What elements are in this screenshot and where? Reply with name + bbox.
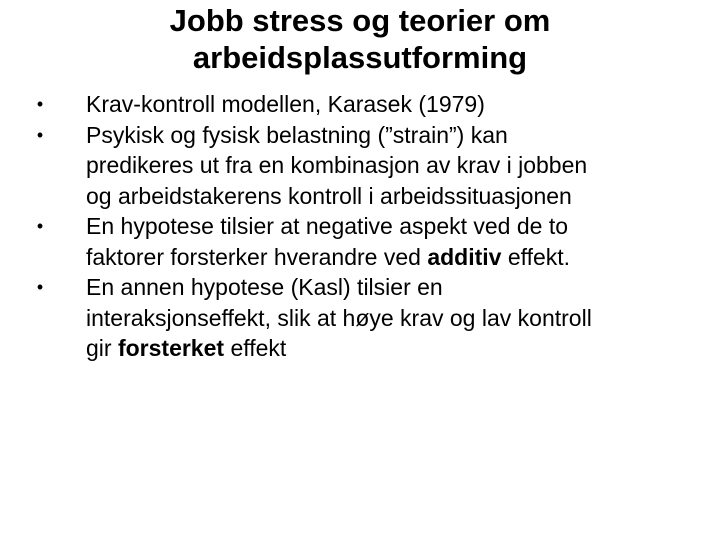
text-run: effekt: [224, 335, 287, 361]
bullet-dot-icon: •: [36, 277, 44, 297]
bullet-text: og arbeidstakerens kontroll i arbeidssituasjonen: [86, 182, 572, 209]
bullet-item-1: [0, 89, 720, 120]
bullet-text: predikeres ut fra en kombinasjon av krav i jobben: [86, 152, 588, 178]
bullet-dot-icon: •: [36, 216, 44, 236]
bullet-text: interaksjonseffekt, slik at høye krav og lav kontroll: [86, 304, 592, 331]
bullet-item-2: [0, 120, 720, 212]
bullet-text: Krav-kontroll modellen, Karasek (1979): [86, 91, 485, 117]
bullet-dot-icon: •: [36, 124, 44, 145]
bullet-dot-icon: •: [36, 94, 44, 114]
slide-title: [60, 2, 660, 76]
slide-title-line-2: arbeidsplassutforming: [192, 40, 528, 75]
bold-term-forsterket: forsterket: [117, 335, 225, 361]
bullet-text: En hypotese tilsier at negative aspekt ved de to: [86, 213, 569, 239]
bullet-list: [0, 89, 720, 364]
bullet-text-line: [86, 242, 710, 273]
bullet-item-3: [0, 211, 720, 272]
text-run: effekt.: [501, 243, 571, 270]
bold-term-additiv: additiv: [427, 243, 502, 270]
text-run: faktorer forsterker hverandre ved: [86, 243, 428, 270]
bullet-text-line: [86, 333, 710, 364]
bullet-text: Psykisk og fysisk belastning (”strain”) kan: [86, 121, 508, 148]
bullet-text: En annen hypotese (Kasl) tilsier en: [86, 274, 443, 300]
bullet-item-4: [0, 272, 720, 364]
slide-title-line-1: Jobb stress og teorier om: [169, 3, 551, 38]
text-run: gir: [86, 335, 118, 361]
